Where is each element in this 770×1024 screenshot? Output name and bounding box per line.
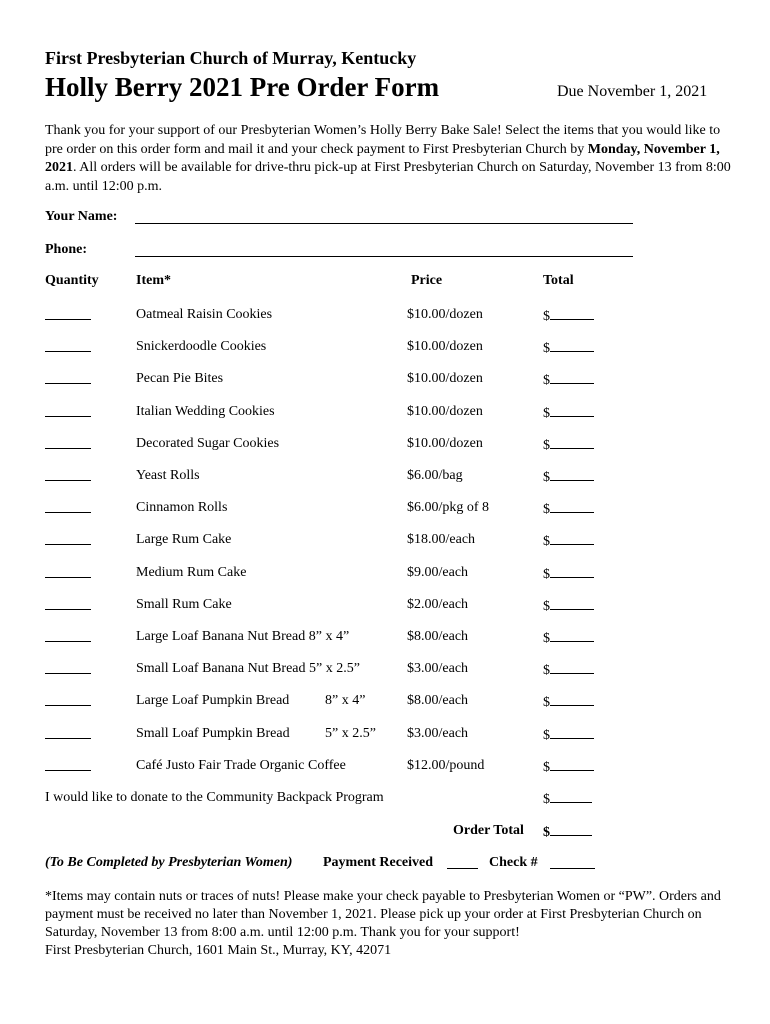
item-total-currency: $ [543,341,550,356]
item-total[interactable] [543,500,594,518]
item-total-currency: $ [543,502,550,517]
quantity-line[interactable] [45,404,91,417]
item-price: $3.00/each [407,661,469,676]
item-total[interactable] [543,436,594,454]
item-total-line[interactable] [550,468,594,481]
item-price: $10.00/dozen [407,339,483,354]
item-total-line[interactable] [550,661,594,674]
col-header-price: Price [411,273,443,288]
quantity-blank[interactable] [45,500,91,518]
item-total-currency: $ [543,760,550,775]
item-total-line[interactable] [550,500,594,513]
quantity-blank[interactable] [45,565,91,583]
quantity-line[interactable] [45,339,91,352]
item-total-currency: $ [543,663,550,678]
intro-paragraph [45,122,735,196]
item-total-currency: $ [543,309,550,324]
name-field-line[interactable] [135,223,633,224]
item-name: Café Justo Fair Trade Organic Coffee [136,758,346,773]
due-date: Due November 1, 2021 [557,83,708,100]
payment-received-blank[interactable] [447,856,478,869]
item-total-line[interactable] [550,629,594,642]
item-name: Large Loaf Banana Nut Bread 8” x 4” [136,629,350,644]
name-label: Your Name: [45,209,118,224]
item-name: Italian Wedding Cookies [136,404,275,419]
col-header-quantity: Quantity [45,273,99,288]
item-price: $12.00/pound [407,758,485,773]
quantity-blank[interactable] [45,468,91,486]
item-size: 5” x 2.5” [325,726,376,741]
item-total-line[interactable] [550,597,594,610]
item-total-line[interactable] [550,371,594,384]
item-total[interactable] [543,404,594,422]
check-number-blank[interactable] [550,856,595,869]
item-price: $10.00/dozen [407,307,483,322]
item-total-line[interactable] [550,758,594,771]
quantity-line[interactable] [45,726,91,739]
item-name: Decorated Sugar Cookies [136,436,280,451]
item-name: Cinnamon Rolls [136,500,228,515]
quantity-line[interactable] [45,307,91,320]
item-total-currency: $ [543,406,550,421]
footer-notes [45,888,735,960]
quantity-line[interactable] [45,532,91,545]
item-name: Small Loaf Pumpkin Bread [136,726,290,741]
quantity-blank[interactable] [45,726,91,744]
item-total-line[interactable] [550,436,594,449]
item-name: Medium Rum Cake [136,565,247,580]
item-total-line[interactable] [550,339,594,352]
payment-received-label: Payment Received [323,855,434,870]
item-total[interactable] [543,629,594,647]
donation-blank[interactable] [550,790,592,803]
quantity-blank[interactable] [45,693,91,711]
item-total-currency: $ [543,728,550,743]
item-total-currency: $ [543,567,550,582]
item-name: Small Loaf Banana Nut Bread 5” x 2.5” [136,661,360,676]
item-total[interactable] [543,758,594,776]
item-price: $10.00/dozen [407,371,483,386]
donation-currency: $ [543,792,550,807]
order-total-blank[interactable] [550,823,592,836]
order-total-amount[interactable] [543,823,592,841]
item-total[interactable] [543,468,594,486]
item-total-line[interactable] [550,404,594,417]
donation-amount[interactable] [543,790,592,808]
item-total-currency: $ [543,631,550,646]
quantity-line[interactable] [45,597,91,610]
item-total[interactable] [543,307,594,325]
item-total-currency: $ [543,438,550,453]
item-total[interactable] [543,339,594,357]
item-price: $6.00/pkg of 8 [407,500,490,515]
item-price: $8.00/each [407,629,469,644]
col-header-item: Item* [136,273,171,288]
intro-text-1: Thank you for your support of our Presbyterian Women’s Holly Berry Bake Sale! Select the items that you would like to pre order on this order form and mail it and your check payment to First Presbyterian Church by [45,123,721,157]
quantity-line[interactable] [45,436,91,449]
item-total-currency: $ [543,695,550,710]
item-total[interactable] [543,532,594,550]
item-price: $6.00/bag [407,468,463,483]
item-name: Small Rum Cake [136,597,232,612]
item-name: Snickerdoodle Cookies [136,339,267,354]
item-price: $10.00/dozen [407,436,483,451]
item-total[interactable] [543,371,594,389]
item-total[interactable] [543,726,594,744]
quantity-line[interactable] [45,758,91,771]
item-total[interactable] [543,565,594,583]
item-total[interactable] [543,693,594,711]
item-price: $9.00/each [407,565,469,580]
intro-text-2: . All orders will be available for drive-thru pick-up at First Presbyterian Church on Saturday, November 13 from 8:00 a.m. until 12:00 p.m. [45,160,731,194]
intro-deadline: Monday, November 1, 2021 [45,141,720,175]
col-header-total: Total [543,273,574,288]
item-name: Large Rum Cake [136,532,232,547]
order-total-currency: $ [543,825,550,840]
item-price: $2.00/each [407,597,469,612]
item-price: $3.00/each [407,726,469,741]
item-total[interactable] [543,597,594,615]
item-name: Pecan Pie Bites [136,371,224,386]
quantity-line[interactable] [45,629,91,642]
quantity-blank[interactable] [45,597,91,615]
item-total-currency: $ [543,470,550,485]
quantity-blank[interactable] [45,339,91,357]
quantity-blank[interactable] [45,436,91,454]
item-total-currency: $ [543,534,550,549]
item-total[interactable] [543,661,594,679]
item-total-line[interactable] [550,532,594,545]
item-total-currency: $ [543,373,550,388]
item-total-line[interactable] [550,726,594,739]
item-price: $10.00/dozen [407,404,483,419]
item-total-line[interactable] [550,693,594,706]
quantity-line[interactable] [45,468,91,481]
quantity-blank[interactable] [45,758,91,776]
quantity-line[interactable] [45,693,91,706]
quantity-blank[interactable] [45,661,91,679]
footer-disclaimer: *Items may contain nuts or traces of nuts! Please make your check payable to Presbyterian Women or “PW”. Orders and payment must be received no later than November 1, 2021. Please pick up your order at First Presbyterian Church on Saturday, November 13 from 8:00 a.m. until 12:00 p.m. Thank you for your support! [45,889,721,940]
donation-label: I would like to donate to the Community Backpack Program [45,790,384,805]
quantity-blank[interactable] [45,629,91,647]
order-total-label: Order Total [453,823,524,838]
quantity-blank[interactable] [45,532,91,550]
payment-note: (To Be Completed by Presbyterian Women) [45,855,293,870]
quantity-blank[interactable] [45,307,91,325]
item-name: Large Loaf Pumpkin Bread [136,693,290,708]
phone-label: Phone: [45,242,87,257]
check-number-label: Check # [489,855,538,870]
form-title: Holly Berry 2021 Pre Order Form [45,72,440,102]
quantity-line[interactable] [45,500,91,513]
item-size: 8” x 4” [325,693,366,708]
item-name: Oatmeal Raisin Cookies [136,307,273,322]
organization-heading: First Presbyterian Church of Murray, Kentucky [45,48,417,68]
item-price: $8.00/each [407,693,469,708]
quantity-line[interactable] [45,371,91,384]
item-total-line[interactable] [550,307,594,320]
quantity-line[interactable] [45,565,91,578]
phone-field-line[interactable] [135,256,633,257]
quantity-blank[interactable] [45,404,91,422]
footer-address: First Presbyterian Church, 1601 Main St., Murray, KY, 42071 [45,943,392,958]
item-name: Yeast Rolls [136,468,200,483]
item-total-currency: $ [543,599,550,614]
item-price: $18.00/each [407,532,476,547]
quantity-blank[interactable] [45,371,91,389]
quantity-line[interactable] [45,661,91,674]
item-total-line[interactable] [550,565,594,578]
